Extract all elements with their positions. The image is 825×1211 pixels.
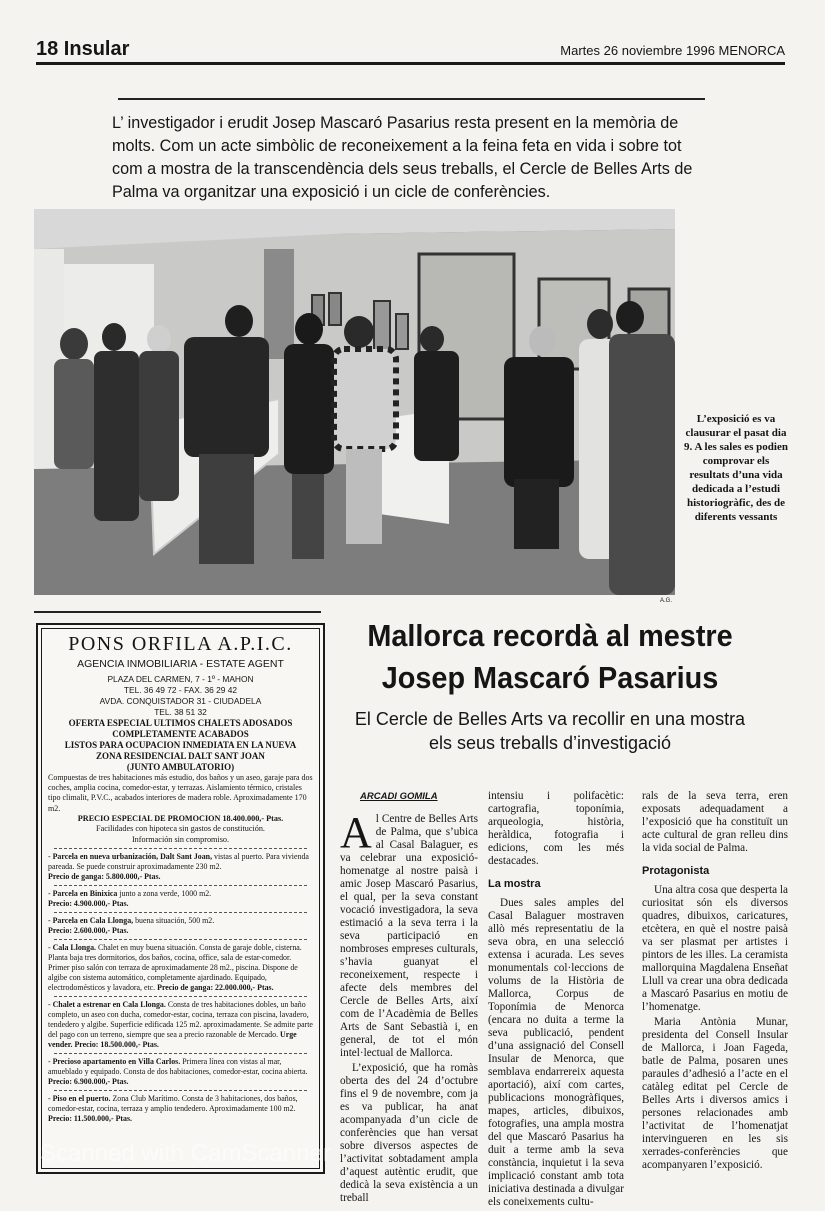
ad-listing-text: junto a zona verde, 1000 m2.: [117, 889, 212, 899]
ad-listing-text: buena situación, 500 m2.: [133, 916, 215, 926]
ad-address: [48, 674, 313, 718]
ad-listing-price: Precio: 4.900.000,- Ptas.: [48, 899, 129, 909]
article-column-2: [488, 790, 624, 1211]
article-column-3: [642, 790, 788, 1174]
ad-address-line: PLAZA DEL CARMEN, 7 - 1º - MAHON: [107, 674, 254, 684]
ad-listing-price: Precio de ganga: 5.800.000,- Ptas.: [48, 872, 161, 882]
ad-separator: [54, 912, 307, 913]
header-rule: [36, 62, 785, 65]
ad-address-line: TEL. 38 51 32: [154, 707, 207, 717]
ad-offer: [48, 718, 313, 773]
ad-no-obligation: Información sin compromiso.: [131, 834, 230, 844]
ad-description: Compuestas de tres habitaciones más estudio, dos baños y un aseo, garaje para dos coches, amplia cocina, comedor-estar, y terrazas. Aislamiento térmico, cristales tipo climalit, P.V.C., acabados interiores de madera roble. Aproximadamente 170 m2.: [48, 773, 313, 813]
article-subhead: El Cercle de Belles Arts va recollir en una mostra els seus treballs d’investigació: [354, 709, 746, 753]
ad-financing: Facilidades con hipoteca sin gastos de constitución.: [96, 824, 265, 834]
ad-listing-text: Zona Club Marítimo. Consta de 3 habitaciones, dos baños, comedor-estar, cocina, terraza y amplio tendedero. Aproximadamente 100 m2.: [48, 1094, 298, 1114]
ad-separator: [54, 885, 307, 886]
column-2-paragraph-1: intensiu i polifacètic: cartografia, toponímia, arqueologia, història, heràldica, fotografia i edicions, com les més destacades.: [488, 790, 624, 867]
drop-cap: A: [340, 808, 372, 857]
ad-listing: - Chalet a estrenar en Cala Llonga. Consta de tres habitaciones dobles, un baño completo, un aseo con ducha, comedor-estar, cocina, terraza con piscina, lavadero, tendedero y algibe. Superficie edificada 125 m2. aproximadamente. Se admite parte del pago con un terreno, siempre que sea a precio razonable de Mercado. Urge vender. Precio: 18.500.000,- Ptas.: [48, 1000, 313, 1050]
ad-separator: [54, 1053, 307, 1054]
real-estate-ad: [36, 623, 325, 1174]
ad-separator: [54, 996, 307, 997]
exhibition-photo: [34, 209, 675, 595]
ad-listing-title: Parcela en Binixica: [52, 889, 118, 899]
ad-offer-line: (JUNTO AMBULATORIO): [126, 762, 235, 772]
intro-rule: [118, 98, 705, 100]
ad-listing-price: Urge vender. Precio: 18.500.000,- Ptas.: [48, 1030, 297, 1050]
ad-listing: - Parcela en Cala Llonga, buena situación, 500 m2. Precio: 2.600.000,- Ptas.: [48, 916, 215, 936]
ad-listing-price: Precio: 11.500.000,- Ptas.: [48, 1114, 133, 1124]
ad-listing-price: Precio: 6.900.000,- Ptas.: [48, 1077, 129, 1087]
section-heading-la-mostra: La mostra: [488, 878, 541, 890]
ad-listing: - Parcela en Binixica junto a zona verde, 1000 m2. Precio: 4.900.000,- Ptas.: [48, 889, 212, 909]
exhibition-photo-image: [34, 209, 675, 595]
date-and-paper: Martes 26 noviembre 1996 MENORCA: [560, 43, 785, 58]
ad-listing-title: Cala Llonga.: [52, 943, 97, 953]
ad-offer-line: LISTOS PARA OCUPACION INMEDIATA EN LA NUEVA: [64, 740, 297, 750]
ad-listing-price: Precio: 2.600.000,- Ptas.: [48, 926, 129, 936]
ad-offer-line: ZONA RESIDENCIAL DALT SANT JOAN: [96, 751, 265, 761]
ad-listing: - Parcela en nueva urbanización, Dalt Sant Joan, vistas al puerto. Para vivienda pareada. Se puede construir aproximadamente 230 m2. Precio de ganga: 5.800.000,- Ptas.: [48, 852, 309, 882]
column-3-paragraph-1: rals de la seva terra, eren exposats adequadament a l’exposició que ha constituït un acte cultural de gran relleu dins la vida social de Palma.: [642, 790, 788, 854]
ad-listing-title: Precioso apartamento en Villa Carlos.: [52, 1057, 181, 1067]
ad-promo-price: PRECIO ESPECIAL DE PROMOCION 18.400.000,- Ptas.: [77, 813, 284, 823]
ad-title: PONS ORFILA A.P.I.C.: [68, 633, 293, 655]
ad-separator: [54, 1090, 307, 1091]
intro-paragraph: L’ investigador i erudit Josep Mascaró Pasarius resta present en la memòria de molts. Com un acte simbòlic de reconeixement a la feina feta en vida i sobre tot com a mostra de la transcendència dels seus treballs, el Cercle de Belles Arts de Palma va organitzar una exposició i un cicle de conferències.: [112, 114, 693, 201]
ad-listing-title: Piso en el puerto.: [52, 1094, 111, 1104]
ad-top-rule: [34, 611, 321, 613]
ad-listing-text: Primera línea con vistas al mar, amueblado y equipado. Consta de dos habitaciones, comedor-estar, cocina abierta.: [48, 1057, 308, 1077]
ad-listing-title: Chalet a estrenar en Cala Llonga.: [52, 1000, 166, 1010]
column-2-paragraph-2: Dues sales amples del Casal Balaguer mostraven allò més representatiu de la seva obra, en una selecció extensa i acurada. Les seves monumentals col·leccions de volums de la Història de Mallorca, Corpus de Toponímia de Menorca (encara no duita a terme la seva publicació, pendent d’una assignació del Consell Insular de Menorca, que semblava endarrereix aquesta aportació), així com cartes, publicacions monogràfiques, mapes, articles, dibuixos, fotografies, una ampla mostra del que Mascaró Pasarius ha duit a terme amb la seva constància, inquietut i la seva implicació constant amb tota iniciativa destinada a divulgar els coneixements cultu-: [488, 897, 624, 1208]
ad-separator: [54, 848, 307, 849]
article-column-1: [340, 790, 478, 1207]
ad-listing: - Piso en el puerto. Zona Club Marítimo. Consta de 3 habitaciones, dos baños, comedor-estar, cocina, terraza y amplio tendedero. Aproximadamente 100 m2. Precio: 11.500.000,- Ptas.: [48, 1094, 298, 1124]
ad-listing-title: Parcela en Cala Llonga,: [52, 916, 134, 926]
section-heading-protagonista: Protagonista: [642, 865, 710, 877]
photo-credit: A.G.: [660, 598, 673, 604]
ad-listing-title: Parcela en nueva urbanización, Dalt Sant Joan,: [52, 852, 213, 862]
column-3-paragraph-2: Una altra cosa que desperta la curiositat són els diversos quadres, dibuixos, caricatures, etcètera, en què el nostre paisà va ser plasmat per artistes i pintors de les illes. La ceramista mallorquina Magdalena Enseñat Llull va crear una obra dedicada a Mascaró Pasarius en motiu de l’homenatge.: [642, 884, 788, 1013]
ad-address-line: TEL. 36 49 72 - FAX. 36 29 42: [123, 685, 238, 695]
column-1-paragraph-1: l Centre de Belles Arts de Palma, que s’ubica al Casal Balaguer, es va celebrar una exposició-homenatge al nostre paisà i amic Josep Mascaró Pasarius, el qual, per la seva constant vocació investigadora, la seva estimació a la seva terra i la seva participació en nombroses empreses culturals, s’havia guanyat el reconeixement, respecte i afecte dels membres del Cercle de Belles Arts, així com de l’Acadèmia de Belles Arts de Sant Sebastià i, en general, de tot el món intel·lectual de Mallorca.: [340, 813, 478, 1059]
headline-line-2: Josep Mascaró Pasarius: [381, 660, 719, 695]
page-section: 18 Insular: [36, 38, 130, 60]
photo-caption: L’exposició es va clausurar el pasat dia 9. A les sales es podien comprovar els resultats d’una vida dedicada a l’estudi historiogràfic, des de diferents vessants: [684, 413, 788, 523]
column-3-paragraph-3: Maria Antònia Munar, presidenta del Consell Insular de Mallorca, i Joan Fageda, batle de Palma, posaren unes paraules d’adhesió a l’acte en el catàleg editat pel Cercle de Belles Arts i diversos amics i persones relacionades amb l’activitat de l’homenatjat intervingueren en les sis xerrades-conferències que acompanyaren l’exposició.: [642, 1016, 788, 1171]
ad-offer-line: COMPLETAMENTE ACABADOS: [112, 729, 249, 739]
ad-listing-text: vistas al puerto. Para vivienda pareada. Se puede construir aproximadamente 230 m2.: [48, 852, 309, 872]
column-1-paragraph-2: L’exposició, que ha romàs oberta des del 24 d’octubre fins el 9 de novembre, com ja es va publicar, ha anat acompanyada d’un cicle de conferències que han versat sobre diversos aspectes de l’activitat sobtadament ampla d’aquest autèntic erudit, que dedicà la seva existència a un treball: [340, 1062, 478, 1204]
ad-subtitle: AGENCIA INMOBILIARIA - ESTATE AGENT: [77, 658, 284, 670]
ad-listing: - Cala Llonga. Chalet en muy buena situación. Consta de garaje doble, cisterna. Planta baja tres dormitorios, dos baños, cocina, office, sala de estar-comedor. Primer piso salón con terraza de aproximadamente 28 m2., piscina. Dispone de algibe con sistema automático, completamente ajardinado. Equipado, electrodomésticos y lavadora, etc. Precio de ganga: 22.000.000,- Ptas.: [48, 943, 302, 993]
ad-listing-text: Consta de tres habitaciones dobles, un baño completo, un aseo con ducha, comedor-estar, cocina, terraza con piscina, lavadero, tendedero y algibe. Superficie edificada 125 m2. aproximadamente. Se admite parte del pago con un terreno, siempre que sea a precio razonable de Mercado.: [48, 1000, 313, 1040]
ad-separator: [54, 939, 307, 940]
ad-listing-text: Chalet en muy buena situación. Consta de garaje doble, cisterna. Planta baja tres dormitorios, dos baños, cocina, office, sala de estar-comedor. Primer piso salón con terraza de aproximadamente 28 m2., piscina. Dispone de algibe con sistema automático, completamente ajardinado. Equipado, electrodomésticos y lavadora, etc.: [48, 943, 302, 993]
scanner-watermark: Scanned with CamScanner: [40, 1140, 331, 1167]
article-headline: [345, 615, 754, 699]
ad-listing: - Precioso apartamento en Villa Carlos. Primera línea con vistas al mar, amueblado y equipado. Consta de dos habitaciones, comedor-estar, cocina abierta. Precio: 6.900.000,- Ptas.: [48, 1057, 308, 1087]
article-byline: ARCADI GOMILA: [360, 791, 438, 802]
ad-address-line: AVDA. CONQUISTADOR 31 - CIUDADELA: [99, 696, 262, 706]
ad-listing-price: Precio de ganga: 22.000.000,- Ptas.: [157, 983, 274, 993]
headline-line-1: Mallorca recordà al mestre: [367, 618, 733, 653]
ad-offer-line: OFERTA ESPECIAL ULTIMOS CHALETS ADOSADOS: [68, 718, 293, 728]
